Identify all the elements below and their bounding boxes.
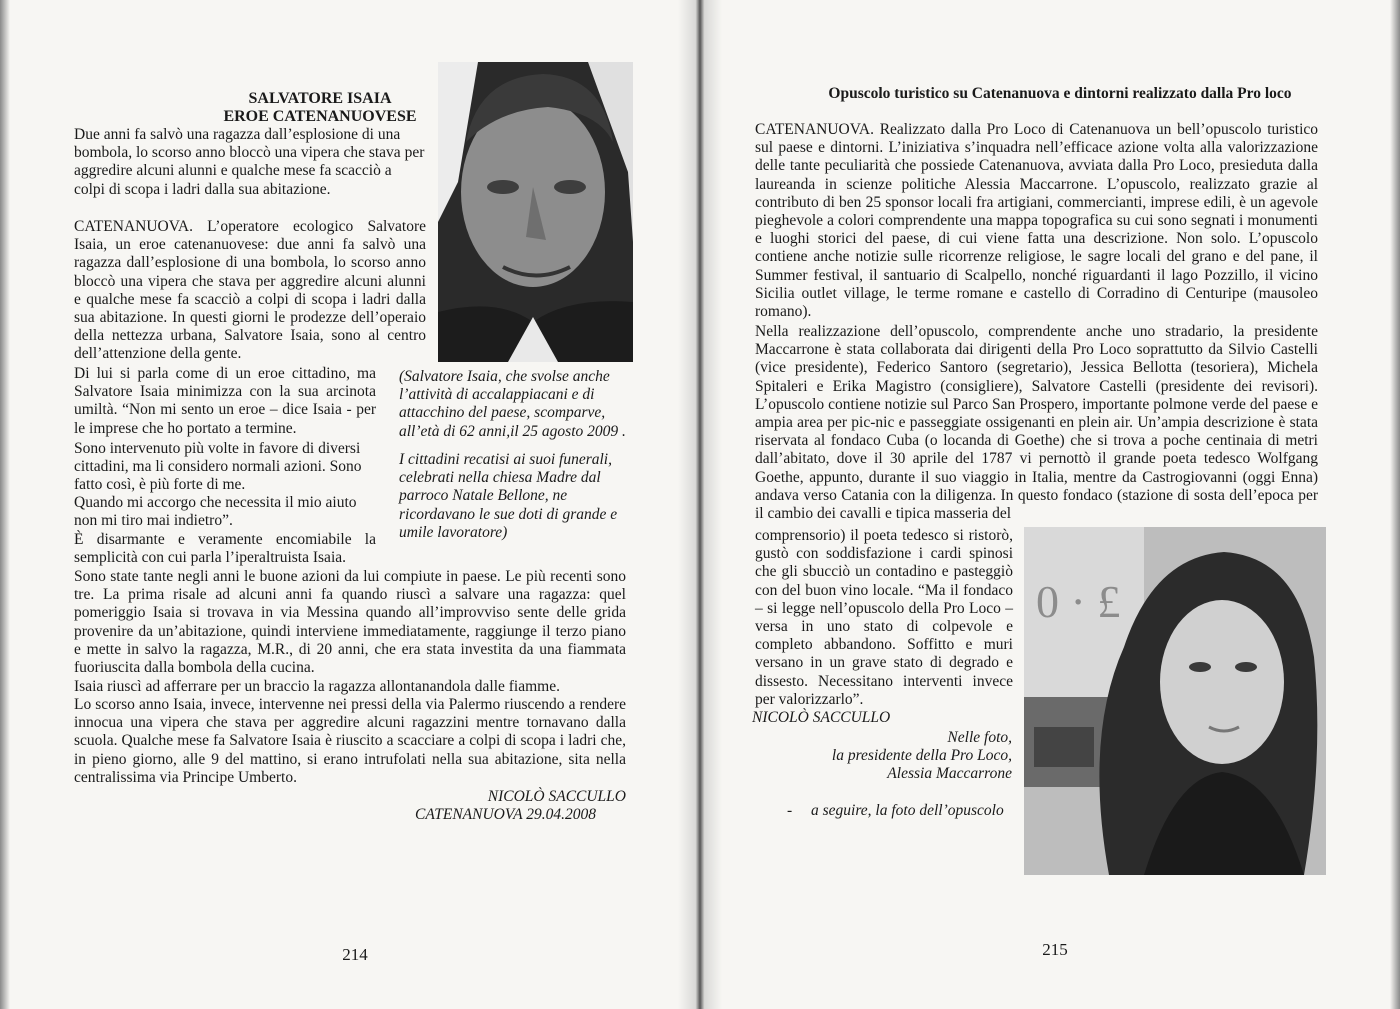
photo-caption: I cittadini recatisi ai suoi funerali, celebrati nella chiesa Madre dal parroco Natale Bellone, ne ricordavano le sue doti di grande e umile lavoratore) [399, 451, 618, 541]
article-title: Opuscolo turistico su Catenanuova e dintorni realizzato dalla Pro loco [828, 85, 1292, 102]
author-signature: NICOLÒ SACCULLO [487, 788, 626, 805]
article-paragraph: Isaia riuscì ad afferrare per un braccio la ragazza allontanandola dalle fiamme. [74, 678, 560, 695]
article-paragraph: CATENANUOVA. L’operatore ecologico Salvatore Isaia, un eroe catenanuovese: due anni fa salvò una ragazza dall’esplosione di una bombola, lo scorso anno bloccò una vipera che stava per aggredire alcuni alunni e qualche mese fa scacciò a colpi di scopa i ladri dalla sua abitazione. In questi giorni le prodezze dell’operaio della nettezza urbana, Salvatore Isaia, sono al centro dell’attenzione della gente. [74, 218, 426, 363]
article-paragraph: Nella realizzazione dell’opuscolo, comprendente anche uno stradario, la presidente Maccarrone è stata collaborata dai dirigenti della Pro Loco soprattutto da Silvio Castelli (vice presidente), Federico Santoro (segretario), Jessica Bellotta (tesoriera), Michela Spitaleri e Erika Magistro (consigliere), Salvatore Castelli (presidente dei revisori). L’opuscolo contiene notizie sul Parco San Prospero, importante polmone verde del paese e ampia area per pic-nic e passeggiate ossigenanti en plein air. Un’ampia descrizione è stata riservata al fondaco Cuba (o locanda di Goethe) che si trova a poche centinaia di metri dall’abitato, dove il 30 aprile del 1787 vi pernottò il grande poeta tedesco Wolfgang Goethe, appunto, durante il suo viaggio in Italia, mentre da Castrogiovanni (oggi Enna) andava verso Catania con la diligenza. In questo fondaco (stazione di sosta dell’epoca per il cambio dei cavalli e tipica masseria del [755, 323, 1318, 523]
portrait-photo-alessia-maccarrone [1024, 527, 1326, 875]
page-edge-shadow [0, 0, 10, 1009]
photo-caption-line: la presidente della Pro Loco, [831, 747, 1012, 764]
page-number: 215 [1042, 940, 1068, 959]
article-paragraph: Di lui si parla come di un eroe cittadino, ma Salvatore Isaia minimizza con la sua arcinota umiltà. “Non mi sento un eroe – dice Isaia - per le imprese che ho portato a termine. [74, 365, 376, 437]
right-page [700, 0, 1400, 1009]
portrait-photo-salvatore-isaia [438, 62, 633, 362]
article-paragraph: È disarmante e veramente encomiabile la semplicità con cui parla l’iperaltruista Isaia. [74, 531, 376, 567]
article-paragraph: comprensorio) il poeta tedesco si ristorò, gustò con soddisfazione i cardi spinosi che gli sbucciò un contadino e pasteggiò con del buon vino locale. “Ma il fondaco – si legge nell’opuscolo della Pro Loco – versa in uno stato di colpevole e completo abbandono. Soffitto e muri versano in un grave stato di degrado e dissesto. Necessitano interventi invece per valorizzarlo”. [755, 527, 1013, 708]
article-paragraph: Sono intervenuto più volte in favore di diversi cittadini, ma li considero normali azioni. Sono fatto così, è più forte di me. [74, 440, 362, 494]
page-number: 214 [342, 945, 368, 964]
article-paragraph: Sono state tante negli anni le buone azioni da lui compiute in paese. Le più recenti sono tre. La prima risale ad alcuni anni fa quando riuscì a salvare una ragazza: quel pomeriggio Isaia si trovava in via Messina quando all’improvviso sente delle grida provenire da un’abitazione, quindi interviene immediatamente, raggiunge il terzo piano e mette in salvo la ragazza, M.R., di 20 anni, che era stata investita da una fiammata fuoriuscita dalla bombola della cucina. [74, 568, 626, 677]
article-paragraph: CATENANUOVA. Realizzato dalla Pro Loco di Catenanuova un bell’opuscolo turistico sul paese e dintorni. L’iniziativa s’inquadra nell’efficace azione volta alla valorizzazione delle tante peculiarità che possiede Catenanuova, avviata dalla Pro Loco, presieduta dalla laureanda in scienze politiche Alessia Maccarrone. L’opuscolo, realizzato grazie al contributo di ben 25 sponsor locali fra artigiani, commercianti, imprese edili, è un agevole pieghevole a colori comprendente una mappa topografica su cui sono segnati i monumenti e luoghi storici del paese, di cui viene fatta una descrizione. Non solo. L’opuscolo contiene anche notizie sulle ricorrenze religiose, le sagre locali del grano e del pane, il Summer festival, il santuario di Scalpello, nonché riguardanti il lago Pozzillo, il vicino Sicilia outlet village, le terme romane e castello di Corradino di Centuripe (mausoleo romano). [755, 121, 1318, 321]
author-signature: NICOLÒ SACCULLO [752, 709, 891, 726]
article-title: SALVATORE ISAIA [248, 90, 392, 107]
article-paragraph: Quando mi accorgo che necessita il mio aiuto non mi tiro mai indietro”. [74, 494, 357, 530]
article-subtitle: EROE CATENANUOVESE [223, 108, 417, 125]
photo-caption-line: a seguire, la foto dell’opuscolo [811, 802, 1004, 819]
book-gutter [678, 0, 722, 1009]
portrait-image [438, 62, 633, 362]
page-edge-shadow [1390, 0, 1400, 1009]
photo-caption-line: Nelle foto, [947, 729, 1012, 746]
portrait-image [1024, 527, 1326, 875]
article-dateline: CATENANUOVA 29.04.2008 [415, 806, 596, 823]
article-lead: Due anni fa salvò una ragazza dall’esplosione di una bombola, lo scorso anno bloccò una vipera che stava per aggredire alcuni alunni e qualche mese fa scacciò a colpi di scopa i ladri dalla sua abitazione. [74, 126, 425, 198]
photo-caption: (Salvatore Isaia, che svolse anche l’attività di accalappiacani e di attacchino del paese, scomparve, all’età di 62 anni,il 25 agosto 2009 . [399, 368, 626, 440]
svg-text:0 · £: 0 · £ [1036, 576, 1121, 627]
caption-dash: - [787, 802, 793, 819]
photo-caption-line: Alessia Maccarrone [887, 765, 1012, 782]
article-paragraph: Lo scorso anno Isaia, invece, intervenne nei pressi della via Palermo riuscendo a rendere innocua una vipera che stava per aggredire alcuni ragazzini mentre tornavano dalla scuola. Qualche mese fa Salvatore Isaia è riuscito a scacciare a colpi di scopa i ladri che, in pieno giorno, alle 9 del mattino, si erano intrufolati nella sua abitazione, sita nella centralissima via Principe Umberto. [74, 696, 626, 786]
